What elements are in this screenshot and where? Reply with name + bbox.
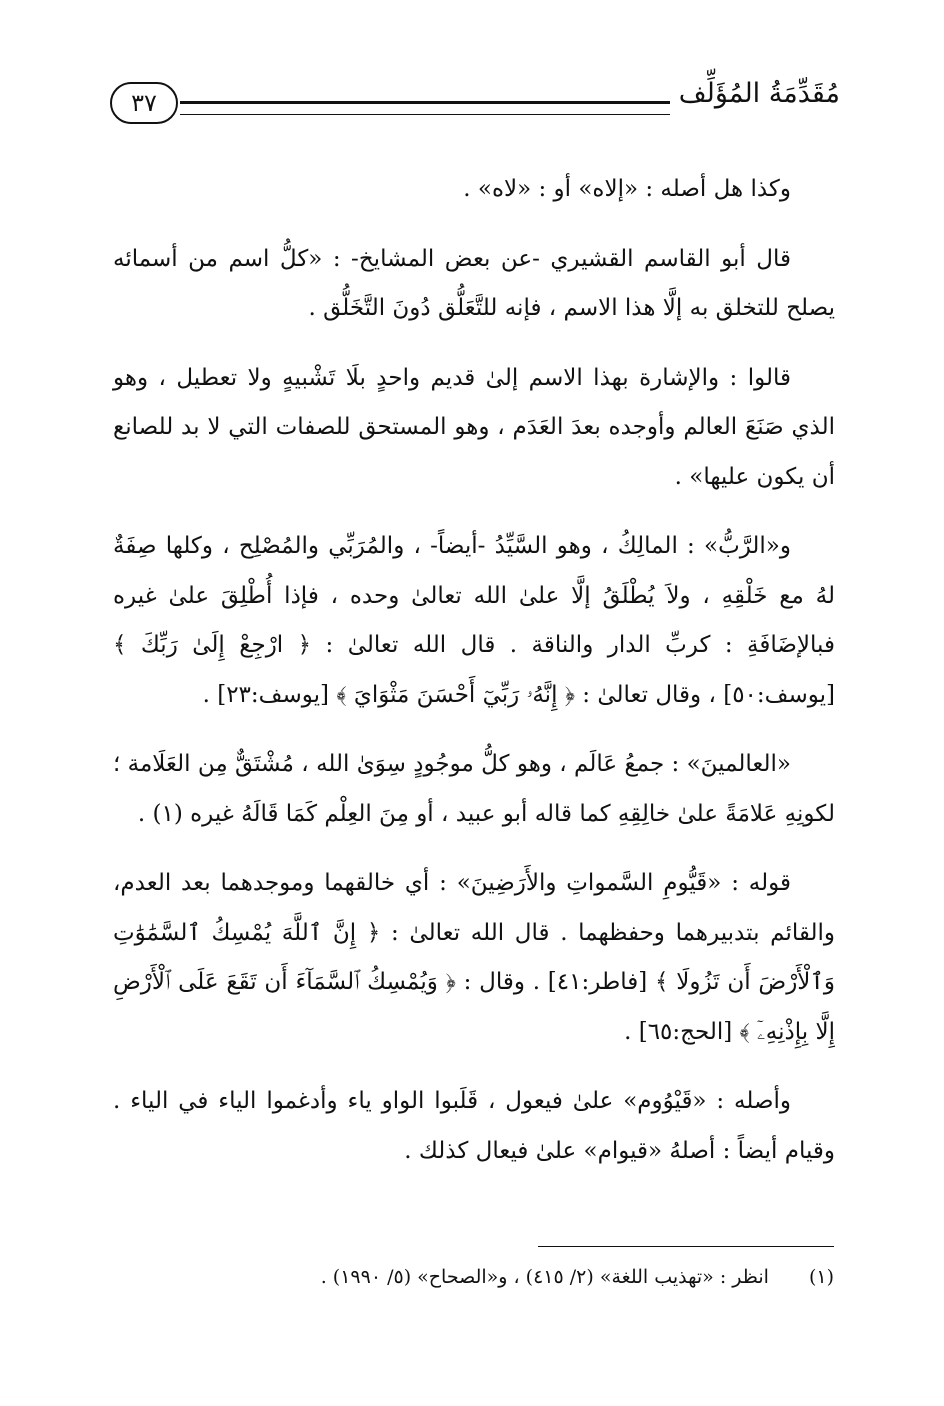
body-text [113, 165, 835, 1196]
running-title: مُقَدِّمَةُ المُؤَلِّف [678, 78, 840, 109]
paragraph-4: و«الرَّبُّ» : المالِكُ ، وهو السَّيِّدُ -أيضاً- ، والمُرَبِّي والمُصْلِح ، وكلها صِفَةٌ لهُ مع خَلْقِهِ ، ولاَ يُطْلَقُ إلَّا علىٰ الله تعالىٰ وحده ، فإذا أُطْلِقَ علىٰ غيره فبالإضَافَةِ : كربِّ الدار والناقة . قال الله تعالىٰ : ﴿ ارْجِعْ إِلَىٰ رَبِّكَ ﴾ [يوسف:٥٠] ، وقال تعالىٰ : ﴿ إِنَّهُۥ رَبِّيٓ أَحْسَنَ مَثْوَايَ ﴾ [يوسف:٢٣] . [113, 533, 835, 708]
footnote-number: (١) [808, 1266, 834, 1288]
header-rule [180, 101, 670, 115]
paragraph-7: وأصله : «قَيْوُوم» علىٰ فيعول ، قَلَبوا الواو ياء وأدغموا الياء في الياء . وقيام أيضاً : أصلهُ «قيوام» علىٰ فيعال كذلك . [113, 1088, 835, 1164]
page-header [110, 78, 840, 138]
paragraph-6: قوله : «قَيُّومِ السَّمواتِ والأَرَضِينَ» : أي خالقهما وموجدهما بعد العدم، والقائم بتدبيرهما وحفظهما . قال الله تعالىٰ : ﴿ إِنَّ ٱللَّهَ يُمْسِكُ ٱلسَّمَٰوَٰتِ وَٱلْأَرْضَ أَن تَزُولَا ﴾ [فاطر:٤١] . وقال : ﴿ وَيُمْسِكُ ٱلسَّمَآءَ أَن تَقَعَ عَلَى ٱلْأَرْضِ إِلَّا بِإِذْنِهِۦٓ ﴾ [الحج:٦٥] . [113, 870, 836, 1045]
footnote-separator [538, 1246, 834, 1247]
page-number: ٣٧ [110, 82, 178, 124]
footnote [300, 1266, 834, 1288]
paragraph-2: قال أبو القاسم القشيري -عن بعض المشايخ- : «كلُّ اسم من أسمائه يصلح للتخلق به إلَّا هذا الاسم ، فإنه للتَّعَلُّق دُونَ التَّخَلُّق . [113, 245, 835, 321]
paragraph-3: قالوا : والإشارة بهذا الاسم إلىٰ قديم واحدٍ بلَا تَشْبيهٍ ولا تعطيل ، وهو الذي صَنَعَ العالم وأوجده بعدَ العَدَم ، وهو المستحق للصفات التي لا بد للصانع أن يكون عليها» . [113, 364, 835, 490]
footnote-text: انظر : «تهذيب اللغة» (٢/ ٤١٥) ، و«الصحاح» (٥/ ١٩٩٠) . [320, 1266, 769, 1288]
paragraph-1: وكذا هل أصله : «إلاه» أو : «لاه» . [463, 176, 791, 202]
paragraph-5: «العالمينَ» : جمعُ عَالَم ، وهو كلُّ موجُودٍ سِوَىٰ الله ، مُشْتَقٌّ مِن العَلَامة ؛ لكونِهِ عَلامَةً علىٰ خالِقِهِ كما قاله أبو عبيد ، أو مِنَ العِلْم كَمَا قَالَهُ غيره (١) . [113, 751, 835, 827]
